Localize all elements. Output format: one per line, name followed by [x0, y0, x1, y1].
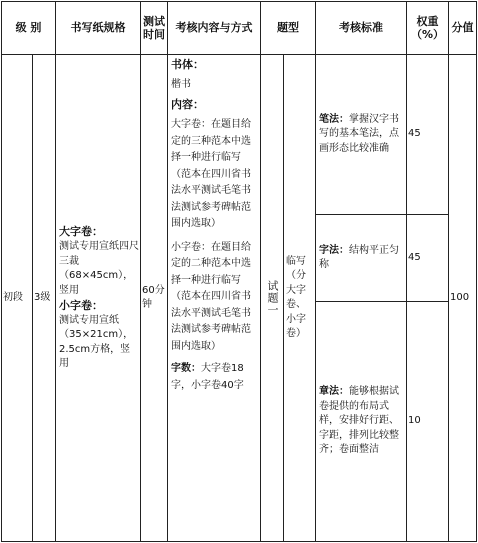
exam-standard-table	[1, 1, 477, 542]
content-title: 内容：	[171, 98, 204, 112]
standard-stroke-title: 笔法：	[319, 113, 349, 125]
grade-cell: 3级	[33, 55, 56, 542]
header-score: 分值	[449, 2, 477, 55]
count-text	[171, 361, 257, 394]
header-row	[2, 2, 477, 55]
small-content-text: 小字卷：在题目给定的二种范本中选择一种进行临写（范本在四川省书法水平测试毛笔书法测试参考碑帖范围内选取）	[171, 241, 251, 352]
weight-structure: 45	[407, 215, 449, 302]
standard-layout-title: 章法：	[319, 386, 349, 398]
header-test-time: 测试时间	[141, 2, 168, 55]
standard-structure-title: 字法：	[319, 244, 349, 256]
standard-layout-text: 能够根据试卷提供的布局式样，安排好行距、字距，排列比较整齐；卷面整洁	[319, 386, 399, 456]
large-paper-desc: 测试专用宣纸四尺三裁（68×45cm），竖用	[59, 241, 139, 296]
standard-structure-text: 结构平正匀称	[319, 244, 399, 270]
large-paper-title: 大字卷：	[59, 225, 103, 239]
count-title: 字数：	[171, 363, 201, 375]
header-content-method: 考核内容与方式	[168, 2, 261, 55]
topic-desc: 临写（分大字卷、小字卷）	[286, 255, 306, 339]
standard-stroke-text: 掌握汉字书写的基本笔法，点画形态比较准确	[319, 113, 399, 154]
standard-structure	[316, 215, 407, 302]
topic-cell	[261, 55, 316, 542]
level-cell: 初段	[2, 55, 33, 542]
content-cell	[168, 55, 261, 542]
style-title: 书体：	[171, 58, 204, 71]
small-paper-title: 小字卷：	[59, 299, 103, 312]
header-weight: 权重（%）	[407, 2, 449, 55]
topic-inner	[261, 55, 315, 541]
style-value: 楷书	[171, 78, 191, 90]
standard-stroke	[316, 55, 407, 215]
header-topic: 题型	[261, 2, 316, 55]
weight-layout: 10	[407, 302, 449, 542]
paper-spec-cell	[56, 55, 141, 542]
header-level: 级 别	[2, 2, 56, 55]
count-value: 大字卷18字，小字卷40字	[171, 363, 244, 391]
score-cell: 100	[449, 55, 477, 542]
topic-number: 试题一	[261, 55, 284, 541]
small-paper-desc: 测试专用宣纸（35×21cm），2.5cm方格，竖用	[59, 314, 134, 370]
header-standard: 考核标准	[316, 2, 407, 55]
large-content-text: 大字卷：在题目给定的三种范本中选择一种进行临写（范本在四川省书法水平测试毛笔书法测试参考碑帖范围内选取）	[171, 119, 251, 230]
header-paper-spec: 书写纸规格	[56, 2, 141, 55]
weight-stroke: 45	[407, 55, 449, 215]
test-time-cell: 60分钟	[141, 55, 168, 542]
standard-layout	[316, 302, 407, 542]
